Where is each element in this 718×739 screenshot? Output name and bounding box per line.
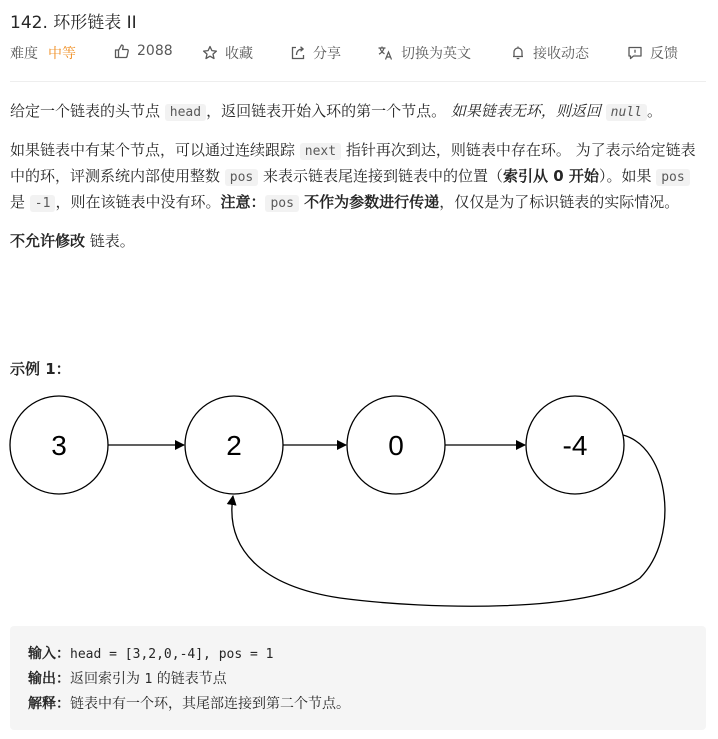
divider — [10, 81, 706, 82]
example-io-block — [10, 626, 706, 730]
favorite-button[interactable] — [202, 43, 253, 63]
desc-text: ，返回链表开始入环的第一个节点。 — [206, 102, 447, 120]
problem-meta-bar — [10, 43, 708, 63]
example-title: 示例 1： — [10, 360, 71, 378]
description-paragraph — [10, 229, 706, 254]
desc-text-italic: 如果链表无环，则返回 — [450, 102, 606, 120]
notify-button[interactable] — [510, 43, 589, 63]
desc-text-bold: 不允许修改 — [10, 232, 86, 250]
explain-label: 解释： — [28, 696, 70, 712]
desc-text: 指针再次到达，则链表中存在环。 为了表示给定链表中的环，评测系统内部使用整数 — [10, 141, 696, 185]
desc-text: 给定一个链表的头节点 — [10, 102, 165, 120]
description-paragraph — [10, 138, 706, 216]
inline-code: head — [165, 104, 206, 121]
inline-code: pos — [656, 169, 689, 186]
problem-description — [10, 99, 706, 267]
like-button[interactable] — [114, 43, 173, 59]
desc-text: 来表示链表尾连接到链表中的位置（ — [258, 167, 504, 185]
inline-code: null — [606, 104, 647, 121]
desc-text: ）。如果 — [598, 167, 657, 185]
difficulty-label: 难度 — [10, 46, 38, 62]
desc-text-bold: 注意： — [220, 193, 266, 211]
switch-language-button[interactable] — [377, 43, 471, 63]
feedback-button[interactable] — [627, 43, 678, 63]
list-node-label: 3 — [51, 430, 67, 461]
difficulty — [10, 43, 76, 63]
desc-text: ，仅仅是为了标识链表的实际情况。 — [439, 193, 680, 211]
share-label: 分享 — [313, 46, 341, 62]
desc-text-bold: 索引从 0 开始 — [503, 167, 599, 185]
share-icon — [290, 45, 306, 61]
output-text: 返回索引为 — [70, 671, 145, 687]
desc-text-bold: 不作为参数进行传递 — [298, 193, 440, 211]
desc-text: 。 — [646, 102, 662, 120]
example-explain-line — [28, 693, 350, 713]
desc-text: 是 — [10, 193, 30, 211]
switch-language-label: 切换为英文 — [401, 46, 471, 62]
list-node-label: -4 — [562, 430, 588, 461]
bell-icon — [510, 45, 526, 61]
output-code: 1 — [144, 672, 153, 687]
difficulty-value: 中等 — [48, 46, 76, 62]
notify-label: 接收动态 — [533, 46, 589, 62]
thumbs-up-icon — [114, 43, 130, 59]
linked-list-diagram — [0, 388, 718, 614]
feedback-label: 反馈 — [650, 46, 678, 62]
favorite-label: 收藏 — [225, 46, 253, 62]
desc-text: 链表。 — [85, 232, 135, 250]
example-output-line — [28, 668, 227, 688]
example-input-line — [28, 643, 274, 663]
problem-title: 142. 环形链表 II — [10, 13, 137, 33]
explain-value: 链表中有一个环，其尾部连接到第二个节点。 — [70, 696, 350, 712]
translate-icon — [377, 45, 394, 61]
share-button[interactable] — [290, 43, 341, 63]
description-paragraph — [10, 99, 706, 125]
like-count: 2088 — [137, 43, 173, 59]
list-node-label: 2 — [226, 430, 242, 461]
output-label: 输出： — [28, 671, 70, 687]
inline-code: -1 — [30, 195, 56, 212]
star-icon — [202, 45, 218, 61]
inline-code: next — [300, 143, 341, 160]
input-value: head = [3,2,0,-4], pos = 1 — [70, 647, 274, 662]
list-node-label: 0 — [388, 430, 404, 461]
desc-text: 如果链表中有某个节点，可以通过连续跟踪 — [10, 141, 300, 159]
inline-code: pos — [225, 169, 258, 186]
feedback-icon — [627, 45, 643, 61]
desc-text: ，则在该链表中没有环。 — [55, 193, 221, 211]
input-label: 输入： — [28, 646, 70, 662]
inline-code: pos — [265, 195, 298, 212]
output-text: 的链表节点 — [152, 671, 227, 687]
